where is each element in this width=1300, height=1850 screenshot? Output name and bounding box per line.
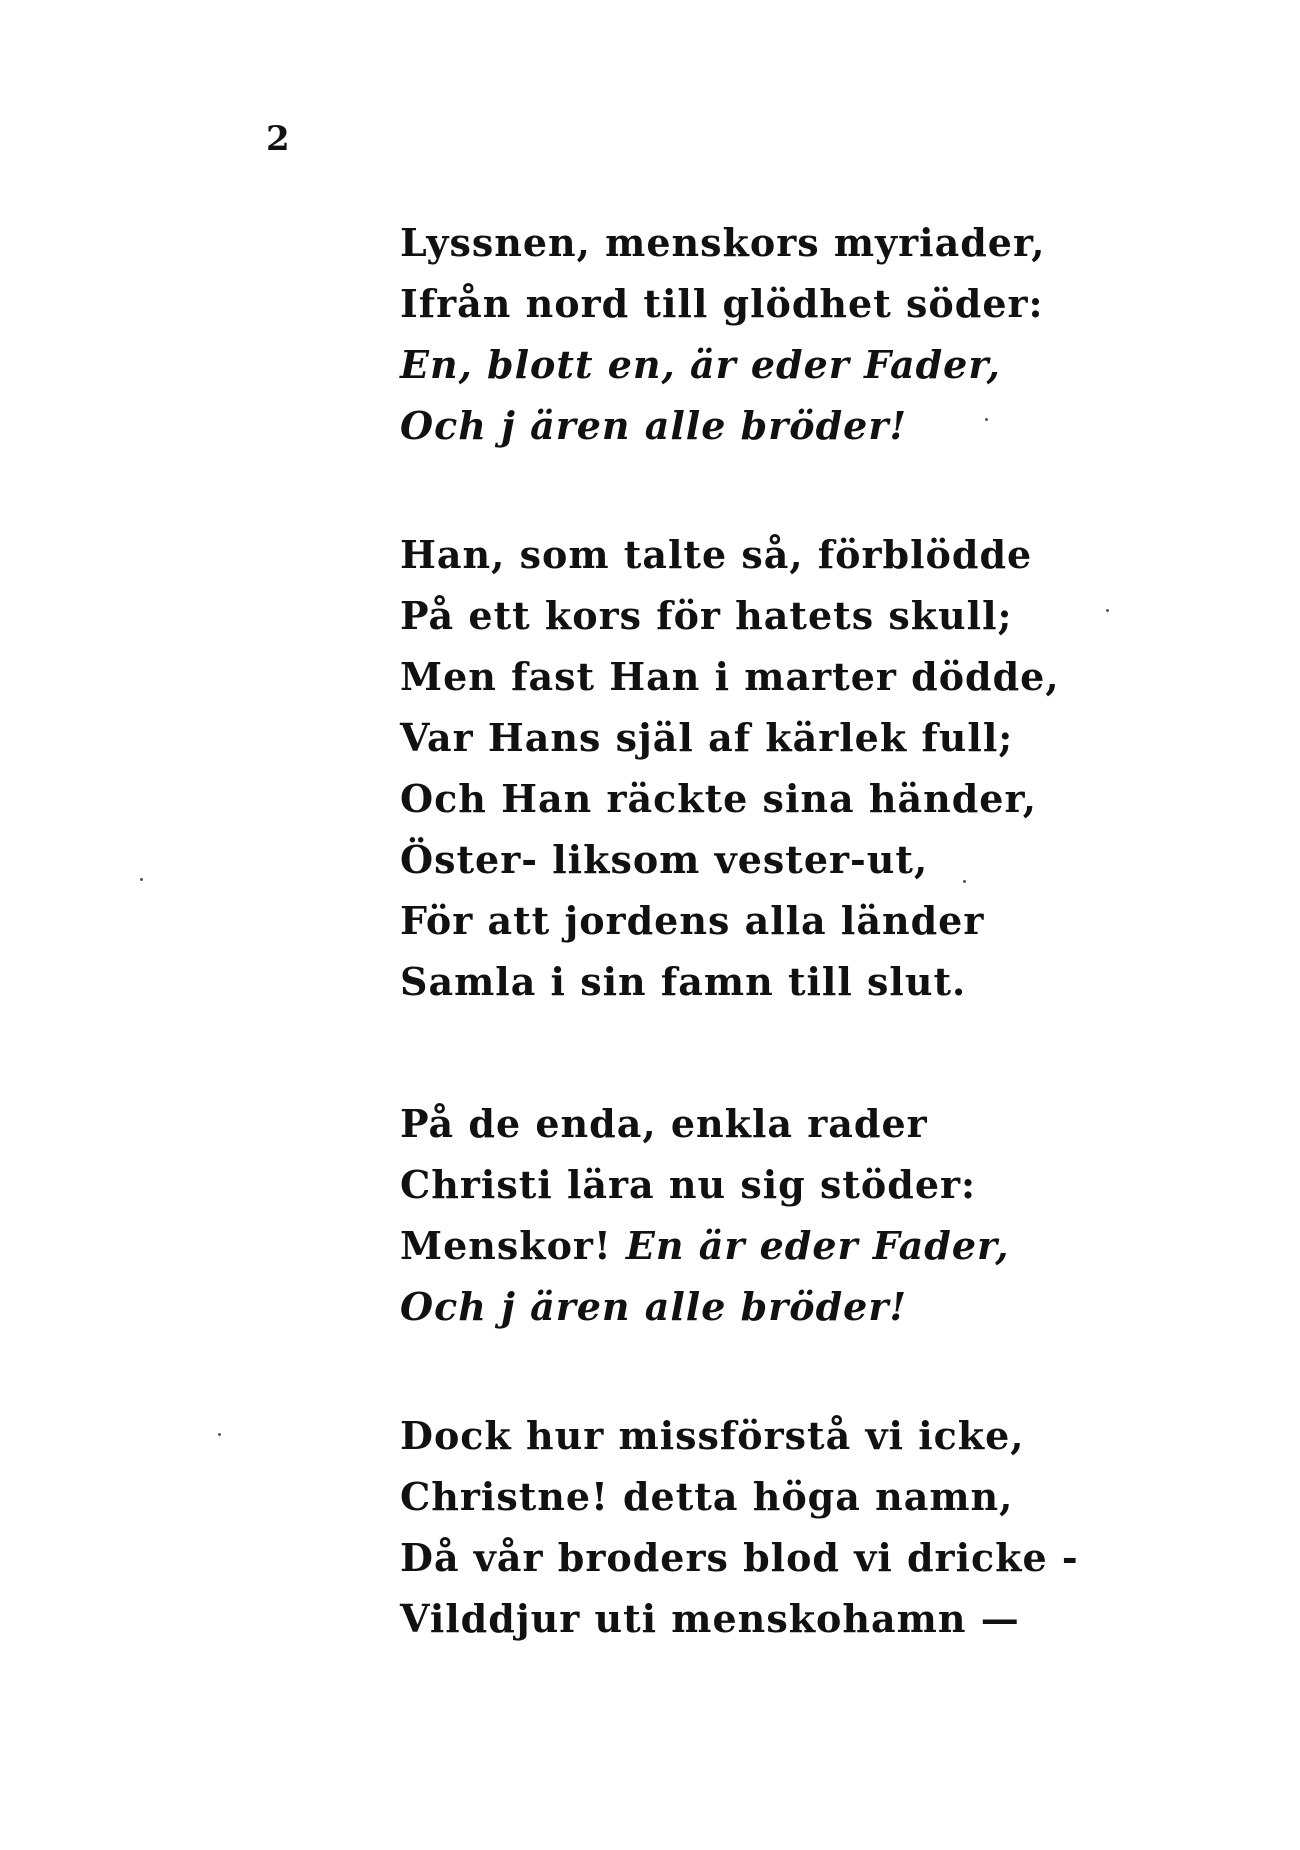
poem-line-italic xyxy=(400,395,1040,456)
italic-text: En, blott en, är eder Fader, xyxy=(400,342,1001,387)
poem-line: På ett kors för hatets skull; xyxy=(400,593,1013,638)
page-number: 2 xyxy=(266,119,290,159)
poem-line: Ifrån nord till glödhet söder: xyxy=(400,281,1044,326)
poem-line: Samla i sin famn till slut. xyxy=(400,959,967,1004)
poem-line: För att jordens alla länder xyxy=(400,898,985,943)
line-prefix: Menskor! xyxy=(400,1223,626,1268)
scan-speck xyxy=(1106,609,1109,612)
italic-text: Och j ären alle bröder! xyxy=(400,1284,908,1329)
poem-line: Då vår broders blod vi dricke - xyxy=(400,1535,1079,1580)
poem-line: På de enda, enkla rader xyxy=(400,1101,928,1146)
stanza-2 xyxy=(400,524,1060,1012)
scan-speck xyxy=(963,880,966,883)
stanza-4 xyxy=(400,1405,1079,1649)
scan-speck xyxy=(140,878,143,881)
poem-line: Lyssnen, menskors myriader, xyxy=(400,220,1046,265)
stanza-3 xyxy=(400,1093,1040,1337)
poem-line-italic xyxy=(400,334,1040,395)
poem-line-italic xyxy=(400,1276,1040,1337)
poem-line: Christne! detta höga namn, xyxy=(400,1474,1014,1519)
poem-line-mixed xyxy=(400,1215,1040,1276)
scan-speck xyxy=(985,418,988,421)
italic-text: Och j ären alle bröder! xyxy=(400,403,908,448)
poem-line: Var Hans själ af kärlek full; xyxy=(400,715,1014,760)
poem-line: Han, som talte så, förblödde xyxy=(400,532,1033,577)
poem-line: Vilddjur uti menskohamn — xyxy=(400,1596,1020,1641)
poem-line: Christi lära nu sig stöder: xyxy=(400,1162,977,1207)
scan-speck xyxy=(218,1433,221,1436)
italic-text: En är eder Fader, xyxy=(625,1223,1010,1268)
poem-line: Dock hur missförstå vi icke, xyxy=(400,1413,1025,1458)
poem-line: Öster- liksom vester-ut, xyxy=(400,837,929,882)
poem-line: Och Han räckte sina händer, xyxy=(400,776,1037,821)
stanza-1 xyxy=(400,212,1046,456)
poem-line: Men fast Han i marter dödde, xyxy=(400,654,1060,699)
